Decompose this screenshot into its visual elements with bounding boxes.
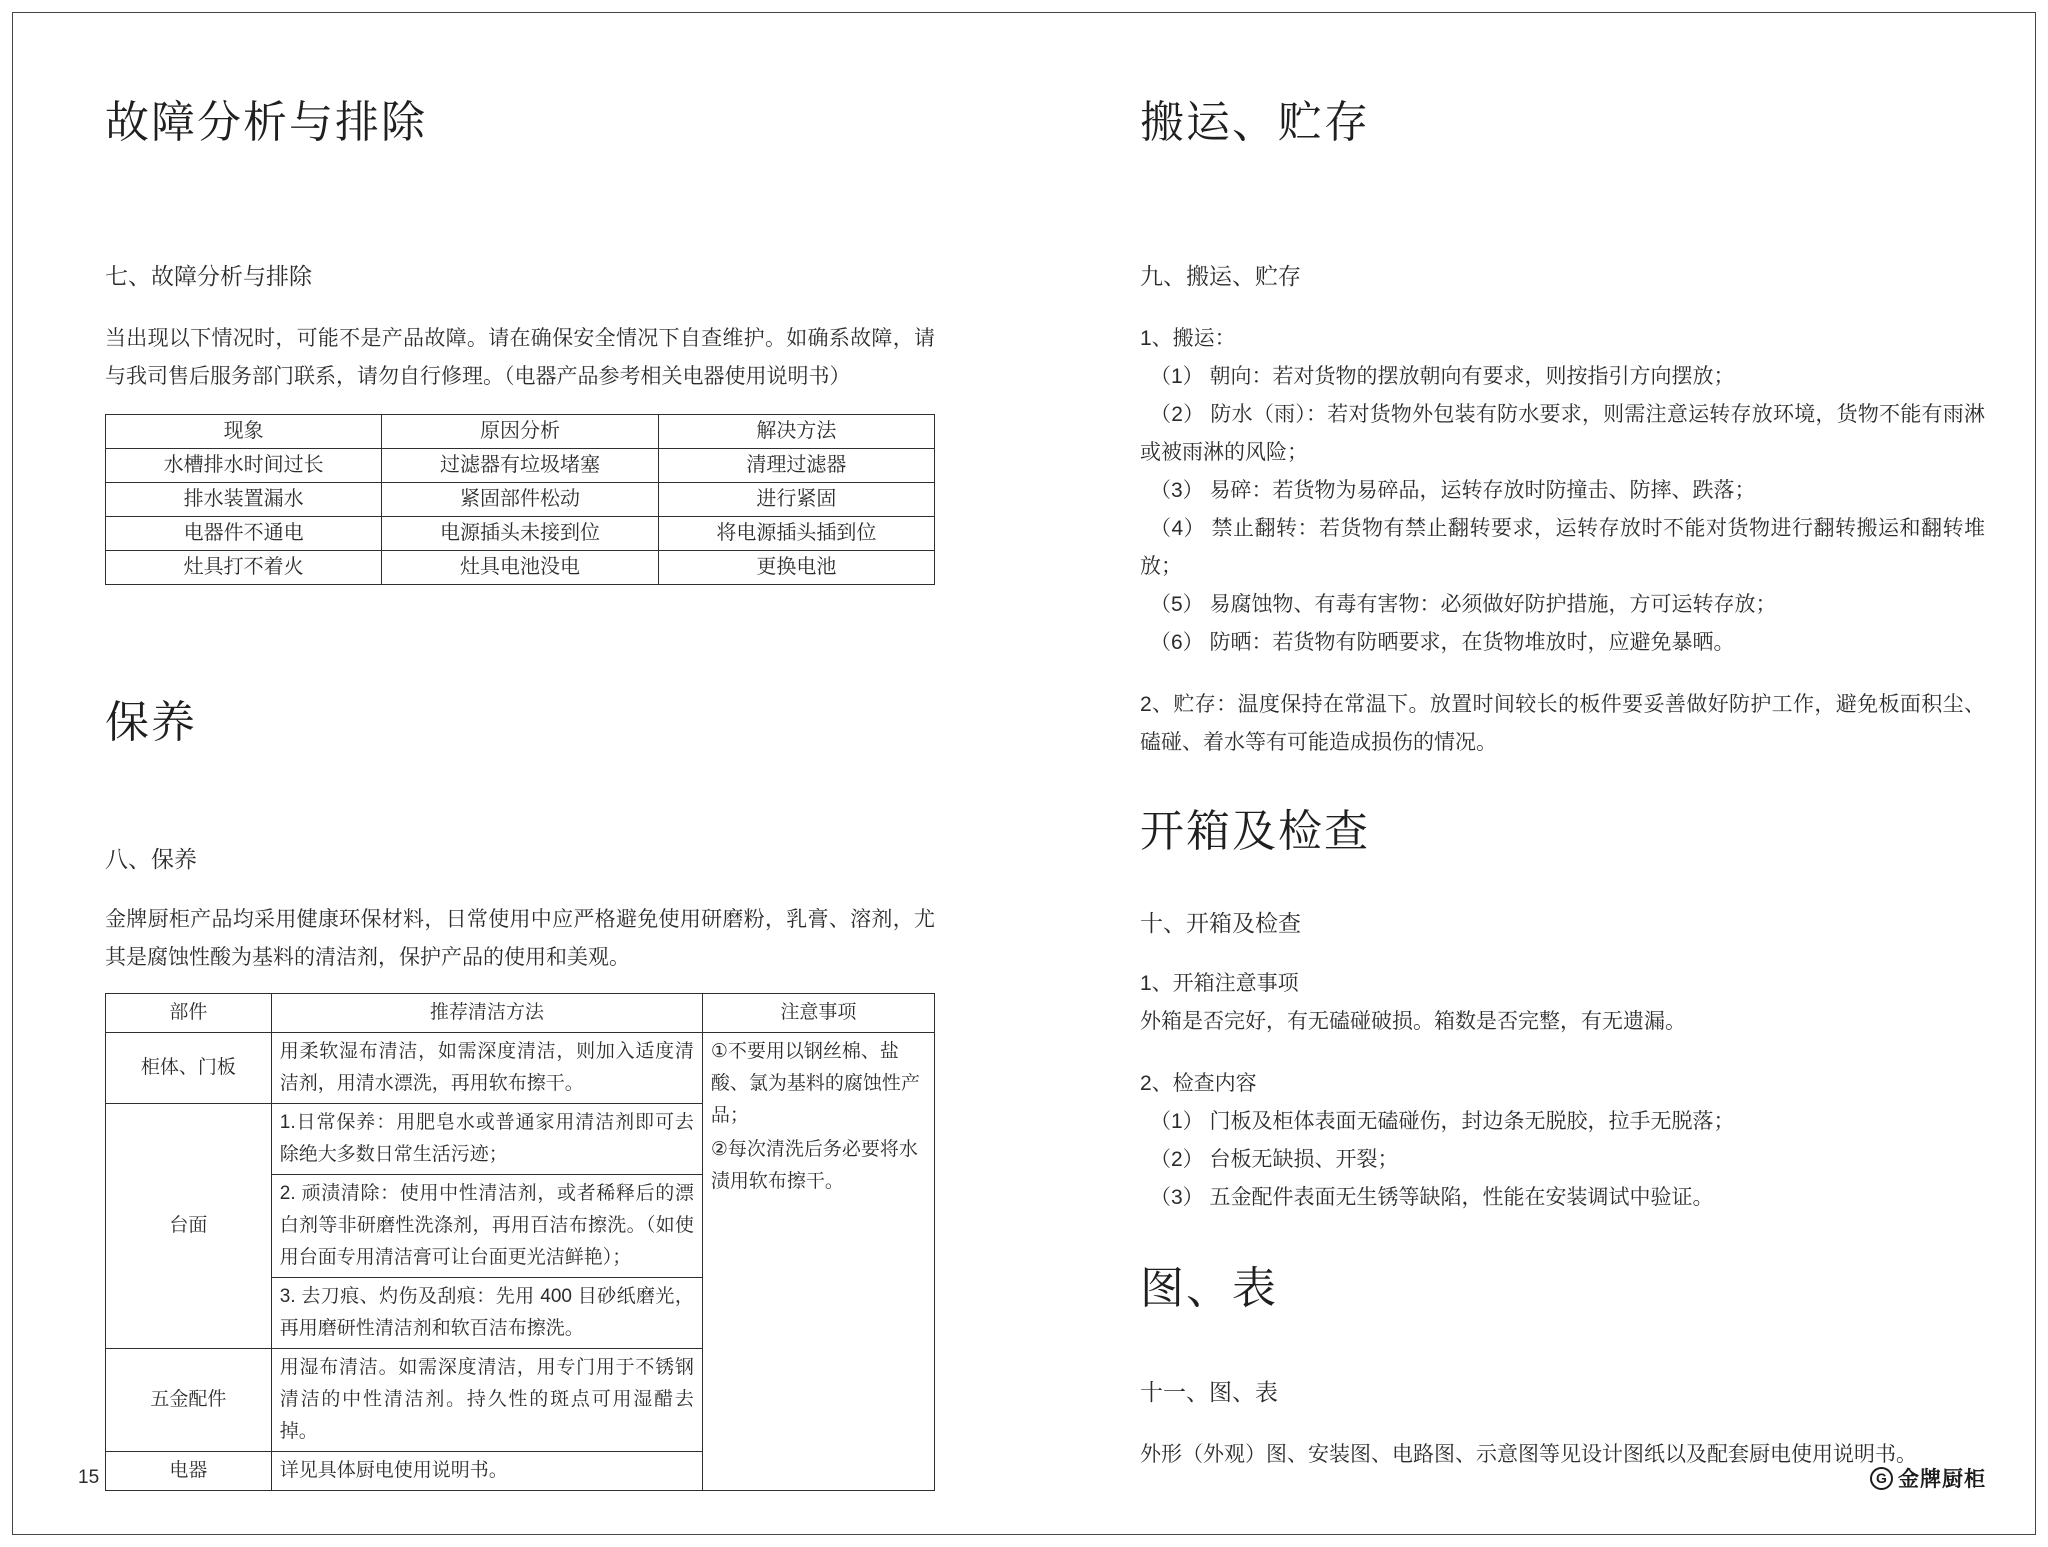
unbox-sub2: 2、检查内容 — [1140, 1072, 1257, 1095]
page-number: 15 — [78, 1467, 100, 1488]
fault-col-cause: 原因分析 — [382, 415, 658, 449]
table-row — [106, 551, 935, 585]
heading-charts: 十一、图、表 — [1140, 1379, 1278, 1405]
table-row — [106, 1033, 935, 1104]
heading-care: 八、保养 — [105, 846, 197, 872]
table-cell: 更换电池 — [658, 551, 934, 585]
care-counter-method-2: 2. 顽渍清除：使用中性清洁剂，或者稀释后的漂白剂等非研磨性洗涤剂，再用百洁布擦洗。（如使用台面专用清洁膏可让台面更光洁鲜艳）； — [271, 1175, 702, 1278]
unbox-sub1-text: 外箱是否完好，有无磕碰破损。箱数是否完整，有无遗漏。 — [1140, 1010, 1686, 1033]
transport-sub1: 1、搬运： — [1140, 327, 1236, 350]
table-cell: 将电源插头插到位 — [658, 517, 934, 551]
list-item: （4） 禁止翻转：若货物有禁止翻转要求，运转存放时不能对货物进行翻转搬运和翻转堆放； — [1140, 517, 1985, 578]
care-cabinet-part: 柜体、门板 — [106, 1033, 272, 1104]
brand-g-icon: G — [1870, 1467, 1893, 1490]
heading-troubleshooting: 七、故障分析与排除 — [105, 263, 312, 289]
list-item: （1） 朝向：若对货物的摆放朝向有要求，则按指引方向摆放； — [1150, 365, 1735, 388]
brand-logo — [1870, 1463, 1986, 1493]
unbox-sub1: 1、开箱注意事项 — [1140, 972, 1299, 995]
brand-name: 金牌厨柜 — [1898, 1468, 1986, 1491]
list-item: （1） 门板及柜体表面无磕碰伤，封边条无脱胶，拉手无脱落； — [1150, 1110, 1735, 1133]
table-cell: 灶具电池没电 — [382, 551, 658, 585]
title-transport: 搬运、贮存 — [1140, 98, 1370, 147]
list-item: （6） 防晒：若货物有防晒要求，在货物堆放时，应避免暴晒。 — [1150, 631, 1735, 654]
list-item: （3） 易碎：若货物为易碎品，运转存放时防撞击、防摔、跌落； — [1150, 479, 1756, 502]
transport-items — [1140, 358, 1985, 662]
title-unbox: 开箱及检查 — [1140, 807, 1370, 856]
title-charts: 图、表 — [1140, 1264, 1278, 1313]
care-counter-part: 台面 — [106, 1104, 272, 1349]
table-cell: 过滤器有垃圾堵塞 — [382, 449, 658, 483]
fault-table — [105, 414, 935, 585]
table-row — [106, 483, 935, 517]
table-cell: 电器件不通电 — [106, 517, 382, 551]
care-note-2: ②每次清洗后务必要将水渍用软布擦干。 — [710, 1139, 918, 1192]
care-table — [105, 993, 935, 1491]
list-item: （5） 易腐蚀物、有毒有害物：必须做好防护措施，方可运转存放； — [1150, 593, 1777, 616]
list-item: （2） 台板无缺损、开裂； — [1150, 1148, 1399, 1171]
table-cell: 清理过滤器 — [658, 449, 934, 483]
care-hardware-method: 用湿布清洁。如需深度清洁，用专门用于不锈钢清洁的中性清洁剂。持久性的斑点可用湿醋去掉。 — [271, 1349, 702, 1452]
list-item: （2） 防水（雨）：若对货物外包装有防水要求，则需注意运转存放环境，货物不能有雨淋或被雨淋的风险； — [1140, 403, 1985, 464]
table-cell: 紧固部件松动 — [382, 483, 658, 517]
care-appliance-method: 详见具体厨电使用说明书。 — [271, 1452, 702, 1491]
left-page-column — [105, 75, 935, 1491]
care-intro: 金牌厨柜产品均采用健康环保材料，日常使用中应严格避免使用研磨粉，乳膏、溶剂，尤其是腐蚀性酸为基料的清洁剂，保护产品的使用和美观。 — [105, 908, 935, 969]
charts-text: 外形（外观）图、安装图、电路图、示意图等见设计图纸以及配套厨电使用说明书。 — [1140, 1443, 1917, 1466]
care-table-header-row — [106, 994, 935, 1033]
table-row — [106, 517, 935, 551]
fault-table-header-row — [106, 415, 935, 449]
care-col-part: 部件 — [106, 994, 272, 1033]
transport-sub2: 2、贮存：温度保持在常温下。放置时间较长的板件要妥善做好防护工作，避免板面积尘、磕碰、着水等有可能造成损伤的情况。 — [1140, 693, 1985, 754]
care-col-notes: 注意事项 — [702, 994, 934, 1033]
table-cell: 灶具打不着火 — [106, 551, 382, 585]
troubleshooting-intro: 当出现以下情况时，可能不是产品故障。请在确保安全情况下自查维护。如确系故障，请与我司售后服务部门联系，请勿自行修理。（电器产品参考相关电器使用说明书） — [105, 327, 935, 388]
title-troubleshooting: 故障分析与排除 — [105, 98, 427, 147]
care-hardware-part: 五金配件 — [106, 1349, 272, 1452]
care-counter-method-3: 3. 去刀痕、灼伤及刮痕：先用 400 目砂纸磨光，再用磨研性清洁剂和软百洁布擦洗。 — [271, 1278, 702, 1349]
table-cell: 进行紧固 — [658, 483, 934, 517]
care-note-1: ①不要用以钢丝棉、盐酸、氯为基料的腐蚀性产品； — [710, 1041, 920, 1126]
care-notes-cell — [702, 1033, 934, 1491]
care-cabinet-method: 用柔软湿布清洁，如需深度清洁，则加入适度清洁剂，用清水漂洗，再用软布擦干。 — [271, 1033, 702, 1104]
care-counter-method-1: 1.日常保养：用肥皂水或普通家用清洁剂即可去除绝大多数日常生活污迹； — [271, 1104, 702, 1175]
unbox-items — [1140, 1103, 1985, 1217]
list-item: （3） 五金配件表面无生锈等缺陷，性能在安装调试中验证。 — [1150, 1186, 1714, 1209]
fault-col-phenomenon: 现象 — [106, 415, 382, 449]
care-appliance-part: 电器 — [106, 1452, 272, 1491]
table-cell: 水槽排水时间过长 — [106, 449, 382, 483]
table-row — [106, 449, 935, 483]
fault-col-solution: 解决方法 — [658, 415, 934, 449]
table-cell: 排水装置漏水 — [106, 483, 382, 517]
table-cell: 电源插头未接到位 — [382, 517, 658, 551]
heading-transport: 九、搬运、贮存 — [1140, 263, 1301, 289]
right-page-column — [1140, 75, 1985, 1474]
heading-unbox: 十、开箱及检查 — [1140, 910, 1301, 936]
care-col-method: 推荐清洁方法 — [271, 994, 702, 1033]
title-care: 保养 — [105, 698, 197, 747]
